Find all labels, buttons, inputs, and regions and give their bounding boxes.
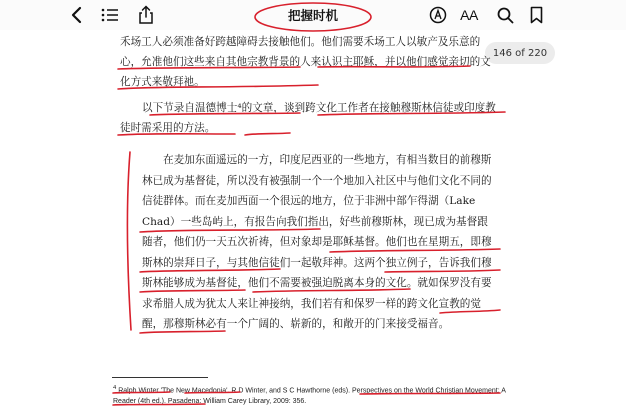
footnote-divider xyxy=(112,377,208,378)
block-quote: 在麦加东面遥远的一方，印度尼西亚的一些地方，有相当数目的前穆斯林已成为基督徒，所以没有被强制一个一个地加入社区中与他们文化不同的信徒群体。而在麦加西面一个很远的地方，位于非洲中部乍得湖（Lake Chad）一些岛屿上，有报告向我们指出，好些前穆斯林，现已成为基督跟随者，他们仍一天五次祈祷，但对象却是耶稣基督。他们也在星期五，即穆斯林的崇拜日子，与其他信徒们一起敬拜神。这两个独立例子，告诉我们穆斯林能够成为基督徒，他们不需要被强迫脱离本身的文化。就如保罗没有要求希腊人成为犹太人来让神接纳，我们若有和保罗一样的跨文化宣教的觉醒，那穆斯林必有一个广阔的、崭新的，和敞开的门来接受福音。 xyxy=(142,154,492,330)
bookmark-icon[interactable] xyxy=(527,4,545,26)
body-paragraph-1: 禾场工人必须准备好跨越障碍去接触他们。他们需要禾场工人以敏产及乐意的心，允准他们这些来自其他宗教背景的人来认识主耶稣，并以他们感觉亲切的文化方式来敬拜祂。 xyxy=(120,36,491,88)
text-size-icon[interactable] xyxy=(458,4,480,26)
reader-toolbar xyxy=(0,0,626,30)
body-paragraph-2: 以下节录自温德博士⁴的文章，谈到跨文化工作者在接触穆斯林信徒或印度教徒时需采用的方法。 xyxy=(120,102,496,134)
text-size-label: AA xyxy=(460,7,478,23)
search-icon[interactable] xyxy=(495,4,515,26)
footnote-text: Ralph Winter 'The New Macedonia'. R D Winter, and S C Hawthorne (eds). Perspectives on the World Christian Movement: A Reader (4th ed.). Pasadena: William Carey Library, 2009: 356. xyxy=(113,387,506,406)
document-title: 把握时机 xyxy=(287,8,338,23)
page-indicator: 146 of 220 xyxy=(485,42,555,64)
footnote-marker: 4 xyxy=(113,385,117,391)
bracket-left xyxy=(128,152,132,330)
footnote xyxy=(113,383,508,407)
annotate-icon[interactable] xyxy=(428,4,448,26)
